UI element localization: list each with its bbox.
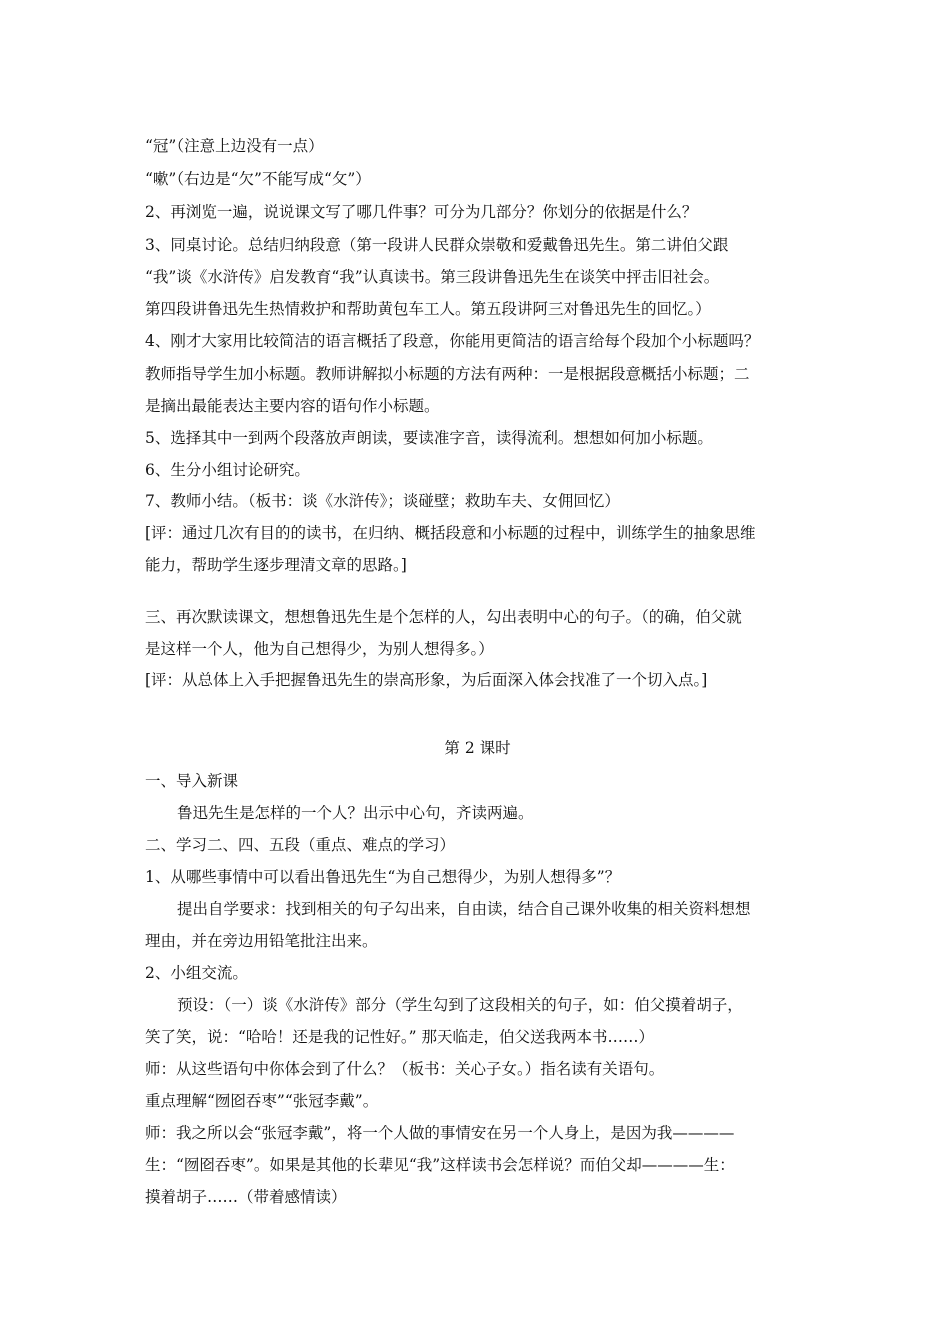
text-line: 3、同桌讨论。总结归纳段意（第一段讲人民群众崇敬和爱戴鲁迅先生。第二讲伯父跟 xyxy=(145,236,729,254)
lesson-title: 第 2 课时 xyxy=(444,739,511,757)
text-line: 提出自学要求：找到相关的句子勾出来，自由读，结合自己课外收集的相关资料想想 xyxy=(177,900,751,918)
text-line: 7、教师小结。（板书：谈《水浒传》；谈碰壁；救助车夫、女佣回忆） xyxy=(145,492,620,510)
text-line: 4、刚才大家用比较简洁的语言概括了段意，你能用更简洁的语言给每个段加个小标题吗？ xyxy=(145,332,760,350)
comment-line: [评：从总体上入手把握鲁迅先生的崇高形象，为后面深入体会找准了一个切入点。] xyxy=(145,671,708,689)
comment-line: [评：通过几次有目的的读书，在归纳、概括段意和小标题的过程中，训练学生的抽象思维 xyxy=(145,524,756,542)
section-heading: 三、再次默读课文，想想鲁迅先生是个怎样的人，勾出表明中心的句子。（的确，伯父就 xyxy=(145,608,742,626)
text-line: “冠”（注意上边没有一点） xyxy=(145,137,324,155)
text-line: “我”谈《水浒传》启发教育“我”认真读书。第三段讲鲁迅先生在谈笑中抨击旧社会。 xyxy=(145,268,720,286)
text-line: 鲁迅先生是怎样的一个人？出示中心句，齐读两遍。 xyxy=(177,804,534,822)
text-line: 重点理解“囫囵吞枣”“张冠李戴”。 xyxy=(145,1092,379,1110)
section-heading: 一、导入新课 xyxy=(145,772,239,790)
text-line: 第四段讲鲁迅先生热情救护和帮助黄包车工人。第五段讲阿三对鲁迅先生的回忆。） xyxy=(145,300,711,318)
text-line: 摸着胡子……（带着感情读） xyxy=(145,1188,347,1206)
text-line: 1、从哪些事情中可以看出鲁迅先生“为自己想得少，为别人想得多”？ xyxy=(145,868,621,886)
text-line: 5、选择其中一到两个段落放声朗读，要读准字音，读得流利。想想如何加小标题。 xyxy=(145,429,713,447)
text-line: “嗽”（右边是“欠”不能写成“攵”） xyxy=(145,170,371,188)
text-line: 理由，并在旁边用铅笔批注出来。 xyxy=(145,932,378,950)
section-heading: 二、学习二、四、五段（重点、难点的学习） xyxy=(145,836,456,854)
text-line: 是摘出最能表达主要内容的语句作小标题。 xyxy=(145,397,440,415)
text-line: 6、生分小组讨论研究。 xyxy=(145,461,310,479)
text-line: 2、再浏览一遍，说说课文写了哪几件事？可分为几部分？你划分的依据是什么？ xyxy=(145,203,698,221)
text-line: 教师指导学生加小标题。教师讲解拟小标题的方法有两种：一是根据段意概括小标题；二 xyxy=(145,365,750,383)
text-line: 预设：（一）谈《水浒传》部分（学生勾到了这段相关的句子，如：伯父摸着胡子， xyxy=(177,996,743,1014)
comment-line: 能力，帮助学生逐步理清文章的思路。] xyxy=(145,556,407,574)
text-line: 生：“囫囵吞枣”。如果是其他的长辈见“我”这样读书会怎样说？而伯父却————生： xyxy=(145,1156,735,1174)
text-line: 师：从这些语句中你体会到了什么？（板书：关心子女。）指名读有关语句。 xyxy=(145,1060,665,1078)
text-line: 笑了笑，说：“哈哈！还是我的记性好。” 那天临走，伯父送我两本书……） xyxy=(145,1028,655,1046)
text-line: 是这样一个人，他为自己想得少，为别人想得多。） xyxy=(145,640,494,658)
text-line: 师：我之所以会“张冠李戴”，将一个人做的事情安在另一个人身上，是因为我———— xyxy=(145,1124,735,1142)
text-line: 2、小组交流。 xyxy=(145,964,248,982)
